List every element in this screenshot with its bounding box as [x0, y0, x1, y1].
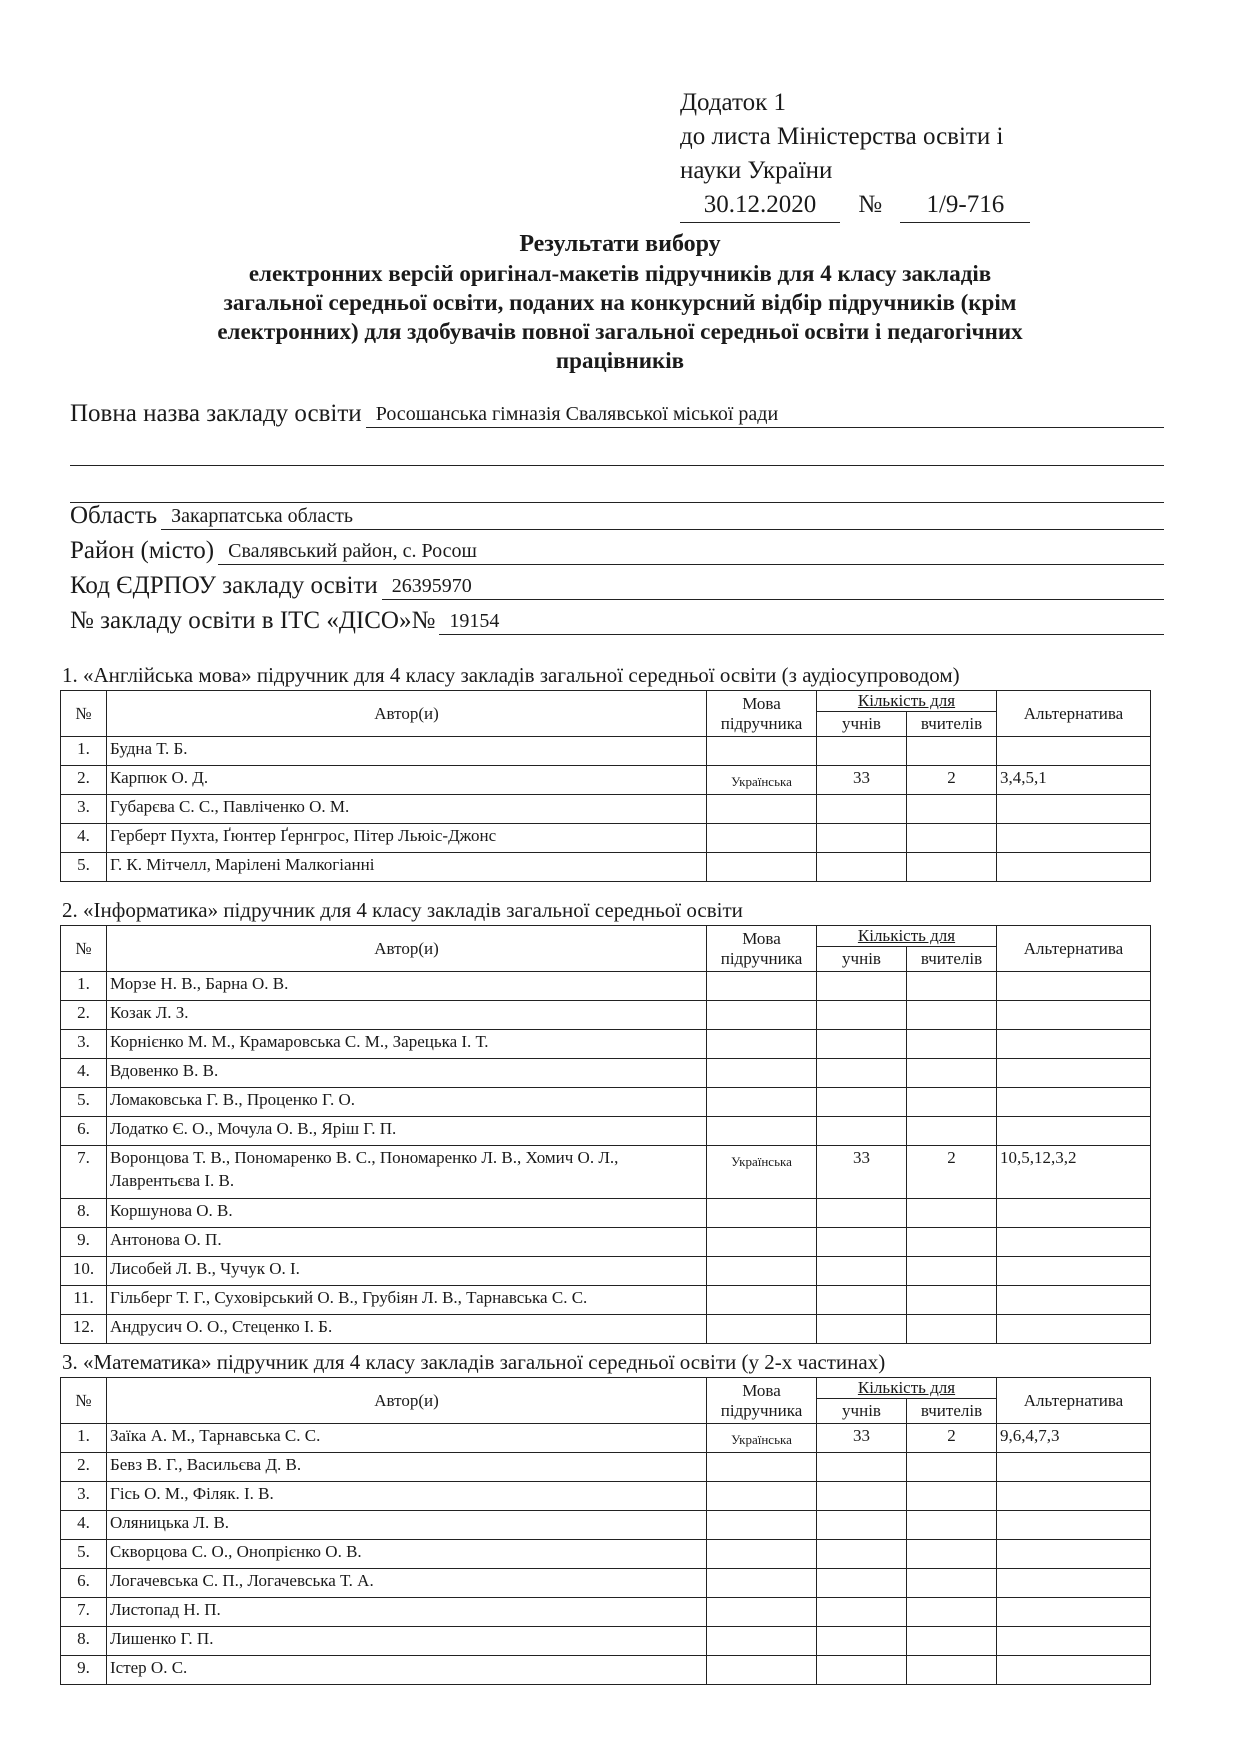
row-students	[817, 853, 907, 882]
table-row	[61, 1424, 1151, 1453]
row-number: 3.	[61, 1030, 107, 1059]
appendix-line-3: науки України	[680, 157, 833, 184]
row-authors: Воронцова Т. В., Пономаренко В. С., Пономаренко Л. В., Хомич О. Л., Лаврентьєва І. В.	[107, 1146, 707, 1199]
row-alternative: 9,6,4,7,3	[997, 1424, 1151, 1453]
row-students	[817, 1199, 907, 1228]
header-language: Мова підручника	[707, 691, 817, 737]
row-number: 2.	[61, 766, 107, 795]
row-teachers	[907, 1656, 997, 1685]
table-row	[61, 1482, 1151, 1511]
row-teachers	[907, 1030, 997, 1059]
row-teachers	[907, 1453, 997, 1482]
row-authors: Г. К. Мітчелл, Марілені Малкогіанні	[107, 853, 707, 882]
row-language	[707, 824, 817, 853]
header-num: №	[61, 1378, 107, 1424]
document-title	[100, 230, 1140, 375]
header-students: учнів	[817, 1399, 907, 1424]
header-quantity: Кількість для	[817, 1378, 997, 1399]
row-teachers	[907, 1627, 997, 1656]
row-language	[707, 1059, 817, 1088]
row-alternative	[997, 1453, 1151, 1482]
row-authors: Вдовенко В. В.	[107, 1059, 707, 1088]
row-language	[707, 1199, 817, 1228]
row-number: 10.	[61, 1257, 107, 1286]
row-language	[707, 1540, 817, 1569]
row-language	[707, 1598, 817, 1627]
section-title: 1. «Англійська мова» підручник для 4 класу закладів загальної середньої освіти (з аудіосупроводом)	[62, 663, 960, 687]
row-teachers	[907, 1117, 997, 1146]
row-alternative	[997, 1598, 1151, 1627]
row-alternative	[997, 1627, 1151, 1656]
title-line-1: Результати вибору	[519, 231, 721, 257]
row-number: 6.	[61, 1569, 107, 1598]
edrpou-label: Код ЄДРПОУ закладу освіти	[70, 572, 378, 599]
letter-date: 30.12.2020	[680, 188, 840, 223]
row-language	[707, 1088, 817, 1117]
table-row	[61, 1315, 1151, 1344]
row-language	[707, 1569, 817, 1598]
row-alternative: 3,4,5,1	[997, 766, 1151, 795]
row-teachers: 2	[907, 1424, 997, 1453]
row-number: 8.	[61, 1199, 107, 1228]
row-authors: Морзе Н. В., Барна О. В.	[107, 972, 707, 1001]
row-students: 33	[817, 766, 907, 795]
row-teachers	[907, 1482, 997, 1511]
row-authors: Гільберг Т. Г., Суховірський О. В., Грубіян Л. В., Тарнавська С. С.	[107, 1286, 707, 1315]
row-teachers: 2	[907, 766, 997, 795]
row-students	[817, 1001, 907, 1030]
row-number: 3.	[61, 795, 107, 824]
row-students	[817, 1286, 907, 1315]
row-alternative	[997, 1117, 1151, 1146]
row-language	[707, 737, 817, 766]
itc-value: 19154	[439, 608, 1164, 635]
row-authors: Логачевська С. П., Логачевська Т. А.	[107, 1569, 707, 1598]
header-teachers: вчителів	[907, 947, 997, 972]
institution-name-label: Повна назва закладу освіти	[70, 400, 362, 427]
row-language	[707, 1030, 817, 1059]
header-num: №	[61, 926, 107, 972]
row-number: 5.	[61, 1088, 107, 1117]
table-row	[61, 1598, 1151, 1627]
row-teachers	[907, 824, 997, 853]
row-teachers	[907, 1598, 997, 1627]
header-alternative: Альтернатива	[997, 926, 1151, 972]
row-language	[707, 853, 817, 882]
row-number: 9.	[61, 1228, 107, 1257]
table-row	[61, 1199, 1151, 1228]
row-students	[817, 824, 907, 853]
row-alternative	[997, 1315, 1151, 1344]
row-teachers	[907, 1088, 997, 1117]
row-alternative	[997, 1030, 1151, 1059]
table-header-row	[61, 1378, 1151, 1399]
row-teachers: 2	[907, 1146, 997, 1199]
letter-number: 1/9-716	[900, 188, 1030, 223]
header-teachers: вчителів	[907, 1399, 997, 1424]
row-number: 4.	[61, 1059, 107, 1088]
table-row	[61, 1030, 1151, 1059]
row-students	[817, 1569, 907, 1598]
row-students	[817, 1257, 907, 1286]
appendix-date-number	[680, 188, 1030, 223]
row-students	[817, 1482, 907, 1511]
row-language	[707, 1511, 817, 1540]
row-alternative	[997, 972, 1151, 1001]
row-students	[817, 1540, 907, 1569]
header-authors: Автор(и)	[107, 691, 707, 737]
row-authors: Істер О. С.	[107, 1656, 707, 1685]
row-authors: Лишенко Г. П.	[107, 1627, 707, 1656]
table-row	[61, 1569, 1151, 1598]
header-quantity: Кількість для	[817, 691, 997, 712]
row-language	[707, 1257, 817, 1286]
row-number: 5.	[61, 1540, 107, 1569]
row-authors: Губарєва С. С., Павліченко О. М.	[107, 795, 707, 824]
table-row	[61, 1088, 1151, 1117]
row-alternative	[997, 737, 1151, 766]
row-number: 5.	[61, 853, 107, 882]
row-authors: Козак Л. З.	[107, 1001, 707, 1030]
row-teachers	[907, 737, 997, 766]
itc-label: № закладу освіти в ІТС «ДІСО»№	[70, 607, 436, 634]
row-number: 8.	[61, 1627, 107, 1656]
number-sign: №	[858, 191, 883, 218]
row-authors: Антонова О. П.	[107, 1228, 707, 1257]
row-students	[817, 972, 907, 1001]
row-teachers	[907, 1540, 997, 1569]
title-line-4: електронних) для здобувачів повної загальної середньої освіти і педагогічних	[217, 319, 1023, 344]
row-number: 1.	[61, 737, 107, 766]
table-row	[61, 766, 1151, 795]
table-row	[61, 1627, 1151, 1656]
row-alternative	[997, 824, 1151, 853]
row-teachers	[907, 1199, 997, 1228]
row-alternative	[997, 1286, 1151, 1315]
row-authors: Карпюк О. Д.	[107, 766, 707, 795]
institution-name-field	[70, 400, 1164, 428]
row-language	[707, 1627, 817, 1656]
edrpou-field	[70, 572, 1164, 600]
table-row	[61, 1257, 1151, 1286]
blank-line	[70, 474, 1164, 503]
row-authors: Лодатко Є. О., Мочула О. В., Яріш Г. П.	[107, 1117, 707, 1146]
row-number: 7.	[61, 1598, 107, 1627]
row-teachers	[907, 1315, 997, 1344]
textbook-table	[60, 1377, 1151, 1685]
row-authors: Оляницька Л. В.	[107, 1511, 707, 1540]
district-field	[70, 537, 1164, 565]
row-authors: Коршунова О. В.	[107, 1199, 707, 1228]
header-quantity: Кількість для	[817, 926, 997, 947]
title-line-2: електронних версій оригінал-макетів підручників для 4 класу закладів	[248, 261, 992, 286]
row-alternative	[997, 1482, 1151, 1511]
row-language: Українська	[707, 1146, 817, 1199]
row-authors: Заїка А. М., Тарнавська С. С.	[107, 1424, 707, 1453]
header-students: учнів	[817, 712, 907, 737]
table-row	[61, 795, 1151, 824]
row-authors: Ломаковська Г. В., Проценко Г. О.	[107, 1088, 707, 1117]
row-authors: Герберт Пухта, Ґюнтер Ґернгрос, Пітер Льюіс-Джонс	[107, 824, 707, 853]
header-language: Мова підручника	[707, 926, 817, 972]
section-title: 3. «Математика» підручник для 4 класу закладів загальної середньої освіти (у 2-х частинах)	[62, 1350, 886, 1374]
table-row	[61, 824, 1151, 853]
row-students	[817, 1228, 907, 1257]
row-number: 12.	[61, 1315, 107, 1344]
section-title: 2. «Інформатика» підручник для 4 класу закладів загальної середньої освіти	[62, 898, 743, 922]
row-authors: Гісь О. М., Філяк. І. В.	[107, 1482, 707, 1511]
table-row	[61, 1228, 1151, 1257]
region-field	[70, 502, 1164, 530]
row-students: 33	[817, 1424, 907, 1453]
row-language	[707, 795, 817, 824]
row-teachers	[907, 1257, 997, 1286]
row-number: 2.	[61, 1001, 107, 1030]
table-row	[61, 1146, 1151, 1199]
row-authors: Скворцова С. О., Онопрієнко О. В.	[107, 1540, 707, 1569]
row-number: 9.	[61, 1656, 107, 1685]
row-students	[817, 795, 907, 824]
table-row	[61, 1540, 1151, 1569]
header-language: Мова підручника	[707, 1378, 817, 1424]
row-number: 2.	[61, 1453, 107, 1482]
row-alternative	[997, 1088, 1151, 1117]
row-alternative	[997, 1656, 1151, 1685]
header-students: учнів	[817, 947, 907, 972]
textbook-table	[60, 925, 1151, 1344]
row-number: 6.	[61, 1117, 107, 1146]
row-students	[817, 1315, 907, 1344]
row-students	[817, 1453, 907, 1482]
table-row	[61, 1001, 1151, 1030]
table-row	[61, 1117, 1151, 1146]
row-number: 4.	[61, 824, 107, 853]
row-students	[817, 1511, 907, 1540]
row-language	[707, 1001, 817, 1030]
blank-line	[70, 437, 1164, 466]
row-teachers	[907, 1511, 997, 1540]
row-students	[817, 1059, 907, 1088]
table-row	[61, 1453, 1151, 1482]
row-language	[707, 1453, 817, 1482]
table-row	[61, 853, 1151, 882]
row-alternative: 10,5,12,3,2	[997, 1146, 1151, 1199]
header-alternative: Альтернатива	[997, 691, 1151, 737]
row-students	[817, 1598, 907, 1627]
row-number: 4.	[61, 1511, 107, 1540]
table-row	[61, 1059, 1151, 1088]
row-language	[707, 1117, 817, 1146]
table-header-row	[61, 926, 1151, 947]
table-row	[61, 1656, 1151, 1685]
row-teachers	[907, 1286, 997, 1315]
row-number: 11.	[61, 1286, 107, 1315]
row-students	[817, 1627, 907, 1656]
row-students	[817, 1656, 907, 1685]
row-alternative	[997, 1257, 1151, 1286]
row-alternative	[997, 1228, 1151, 1257]
title-line-5: працівників	[555, 348, 685, 373]
appendix-block	[680, 86, 1030, 223]
row-teachers	[907, 795, 997, 824]
institution-name-value: Росошанська гімназія Свалявської міської ради	[366, 401, 1164, 428]
row-authors: Лисобей Л. В., Чучук О. І.	[107, 1257, 707, 1286]
row-students	[817, 1030, 907, 1059]
header-authors: Автор(и)	[107, 1378, 707, 1424]
row-alternative	[997, 1199, 1151, 1228]
row-teachers	[907, 972, 997, 1001]
row-students	[817, 1088, 907, 1117]
edrpou-value: 26395970	[382, 573, 1164, 600]
row-teachers	[907, 853, 997, 882]
itc-field	[70, 607, 1164, 635]
header-num: №	[61, 691, 107, 737]
row-language	[707, 1228, 817, 1257]
row-language: Українська	[707, 766, 817, 795]
appendix-line-2: до листа Міністерства освіти і	[680, 123, 1004, 150]
district-label: Район (місто)	[70, 537, 215, 564]
row-students	[817, 1117, 907, 1146]
row-number: 3.	[61, 1482, 107, 1511]
row-teachers	[907, 1228, 997, 1257]
row-alternative	[997, 1569, 1151, 1598]
table-row	[61, 972, 1151, 1001]
textbook-table	[60, 690, 1151, 882]
row-language	[707, 1482, 817, 1511]
row-number: 1.	[61, 972, 107, 1001]
table-header-row	[61, 691, 1151, 712]
row-students	[817, 737, 907, 766]
row-number: 7.	[61, 1146, 107, 1199]
row-alternative	[997, 1540, 1151, 1569]
row-alternative	[997, 1059, 1151, 1088]
title-line-3: загальної середньої освіти, поданих на конкурсний відбір підручників (крім	[223, 290, 1017, 315]
row-teachers	[907, 1059, 997, 1088]
row-language: Українська	[707, 1424, 817, 1453]
district-value: Свалявський район, с. Росош	[218, 538, 1164, 565]
table-row	[61, 1511, 1151, 1540]
row-language	[707, 1315, 817, 1344]
appendix-line-1: Додаток 1	[680, 89, 786, 116]
row-alternative	[997, 1001, 1151, 1030]
row-number: 1.	[61, 1424, 107, 1453]
row-students: 33	[817, 1146, 907, 1199]
row-language	[707, 1286, 817, 1315]
row-alternative	[997, 1511, 1151, 1540]
row-language	[707, 972, 817, 1001]
table-row	[61, 1286, 1151, 1315]
region-value: Закарпатська область	[161, 503, 1164, 530]
header-authors: Автор(и)	[107, 926, 707, 972]
row-alternative	[997, 795, 1151, 824]
row-authors: Будна Т. Б.	[107, 737, 707, 766]
row-authors: Корнієнко М. М., Крамаровська С. М., Зарецька І. Т.	[107, 1030, 707, 1059]
region-label: Область	[70, 502, 158, 529]
header-teachers: вчителів	[907, 712, 997, 737]
row-alternative	[997, 853, 1151, 882]
row-language	[707, 1656, 817, 1685]
row-authors: Листопад Н. П.	[107, 1598, 707, 1627]
row-teachers	[907, 1001, 997, 1030]
row-authors: Бевз В. Г., Васильєва Д. В.	[107, 1453, 707, 1482]
header-alternative: Альтернатива	[997, 1378, 1151, 1424]
row-teachers	[907, 1569, 997, 1598]
row-authors: Андрусич О. О., Стеценко І. Б.	[107, 1315, 707, 1344]
table-row	[61, 737, 1151, 766]
